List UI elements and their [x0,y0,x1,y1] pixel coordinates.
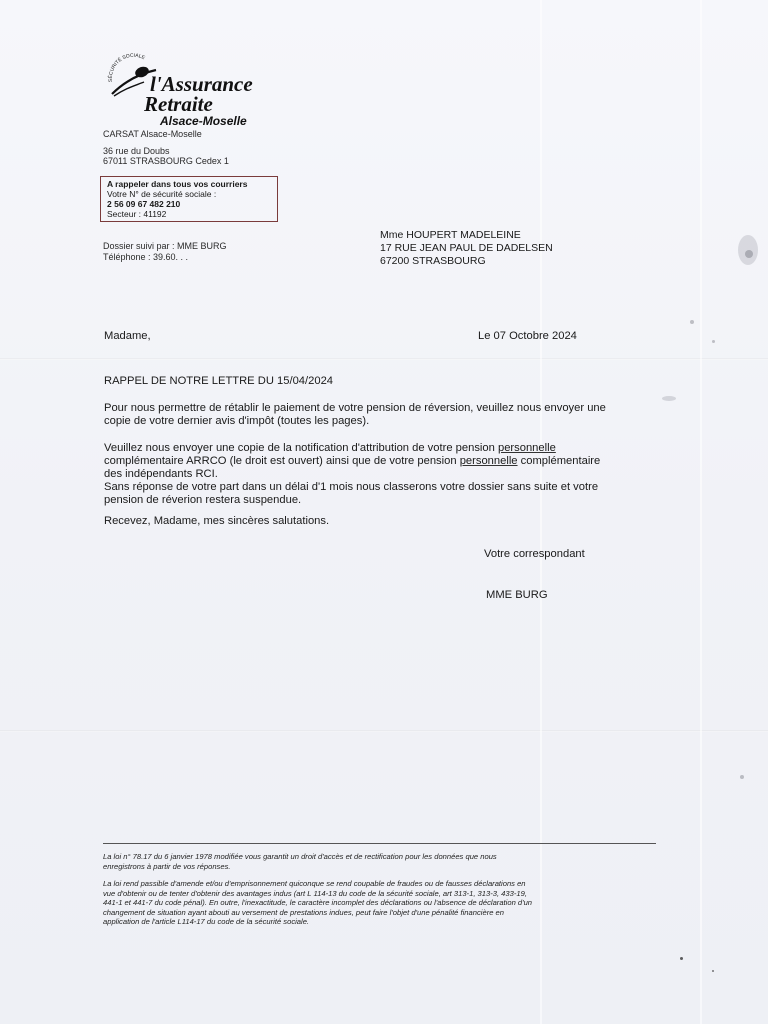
paragraph-1-line: Pour nous permettre de rétablir le paiement de votre pension de réversion, veuillez nous envoyer une [104,402,606,414]
smudge [740,775,744,779]
paragraph-2-line: complémentaire ARRCO (le droit est ouvert) ainsi que de votre pension personnelle complémentaire [104,455,601,467]
recipient-name: Mme HOUPERT MADELEINE [380,229,521,241]
logo-text-assurance: l'Assurance [150,72,253,96]
paper-fold [0,358,768,360]
paragraph-2-line: Veuillez nous envoyer une copie de la notification d'attribution de votre pension personnelle [104,442,556,454]
smudge [712,970,714,972]
dossier-phone: Téléphone : 39.60. . . [103,252,189,262]
reference-box [100,176,278,222]
paragraph-1-line: copie de votre dernier avis d'impôt (toutes les pages). [104,415,370,427]
paper-fold [700,0,702,1024]
dossier-followed-by: Dossier suivi par : MME BURG [103,241,227,251]
recipient-street: 17 RUE JEAN PAUL DE DADELSEN [380,242,553,254]
smudge [712,340,715,343]
sender-address-line1: 36 rue du Doubs [103,146,170,156]
paragraph-1 [104,402,664,428]
paragraph-2 [104,442,664,507]
paper-fold [0,730,768,732]
paragraph-2-line: pension de réverion restera suspendue. [104,494,302,506]
ss-number: 2 56 09 67 482 210 [107,199,181,209]
letter-subject: RAPPEL DE NOTRE LETTRE DU 15/04/2024 [104,375,334,387]
salutation: Madame, [104,330,151,342]
reference-box-title: A rappeler dans tous vos courriers [107,179,248,189]
legal-notice-1: La loi n° 78.17 du 6 janvier 1978 modifiée vous garantit un droit d'accès et de rectification pour les données que nous enregistrons à partir de vos réponses. [103,852,497,871]
assurance-retraite-logo [104,52,284,132]
sender-address-line2: 67011 STRASBOURG Cedex 1 [103,156,229,166]
legal-notice-2: La loi rend passible d'amende et/ou d'emprisonnement quiconque se rend coupable de fraudes ou de fausses déclarations en vue d'obtenir ou de tenter d'obtenir des avantages indus (art L 114-13 du code de la sécurité sociale, art 313-1, 313-3, 433-19, 441-1 et 441-7 du code pénal). En outre, l'inexactitude, le caractère incomplet des déclarations ou l'absence de déclaration d'un changement de situation ayant abouti au versement de prestations indues, peut faire l'objet d'une pénalité financière en application de l'article L114-17 du code de la sécurité sociale. [103,879,533,926]
closing-formula: Recevez, Madame, mes sincères salutations. [104,515,330,527]
letter-date: Le 07 Octobre 2024 [478,330,577,342]
underlined-word: personnelle [459,455,518,467]
recipient-city: 67200 STRASBOURG [380,255,486,267]
smudge [690,320,694,324]
smudge [680,957,683,960]
logo-text-retraite: Retraite [144,92,213,116]
signature-name: MME BURG [486,589,548,601]
smudge [745,250,753,258]
paragraph-2-line: Sans réponse de votre part dans un délai d'1 mois nous classerons votre dossier sans suite et votre [104,481,599,493]
sender-name: CARSAT Alsace-Moselle [103,129,202,139]
recipient-address [380,229,553,268]
logo-arc-text: SÉCURITÉ SOCIALE [107,52,146,83]
logo-text-region: Alsace-Moselle [160,114,247,128]
paragraph-2-line: des indépendants RCI. [104,468,218,480]
ss-number-label: Votre N° de sécurité sociale : [107,189,217,199]
sector: Secteur : 41192 [107,209,167,219]
signature-label: Votre correspondant [484,548,585,560]
legal-divider [103,843,656,844]
smudge [662,396,676,401]
underlined-word: personnelle [497,442,556,454]
